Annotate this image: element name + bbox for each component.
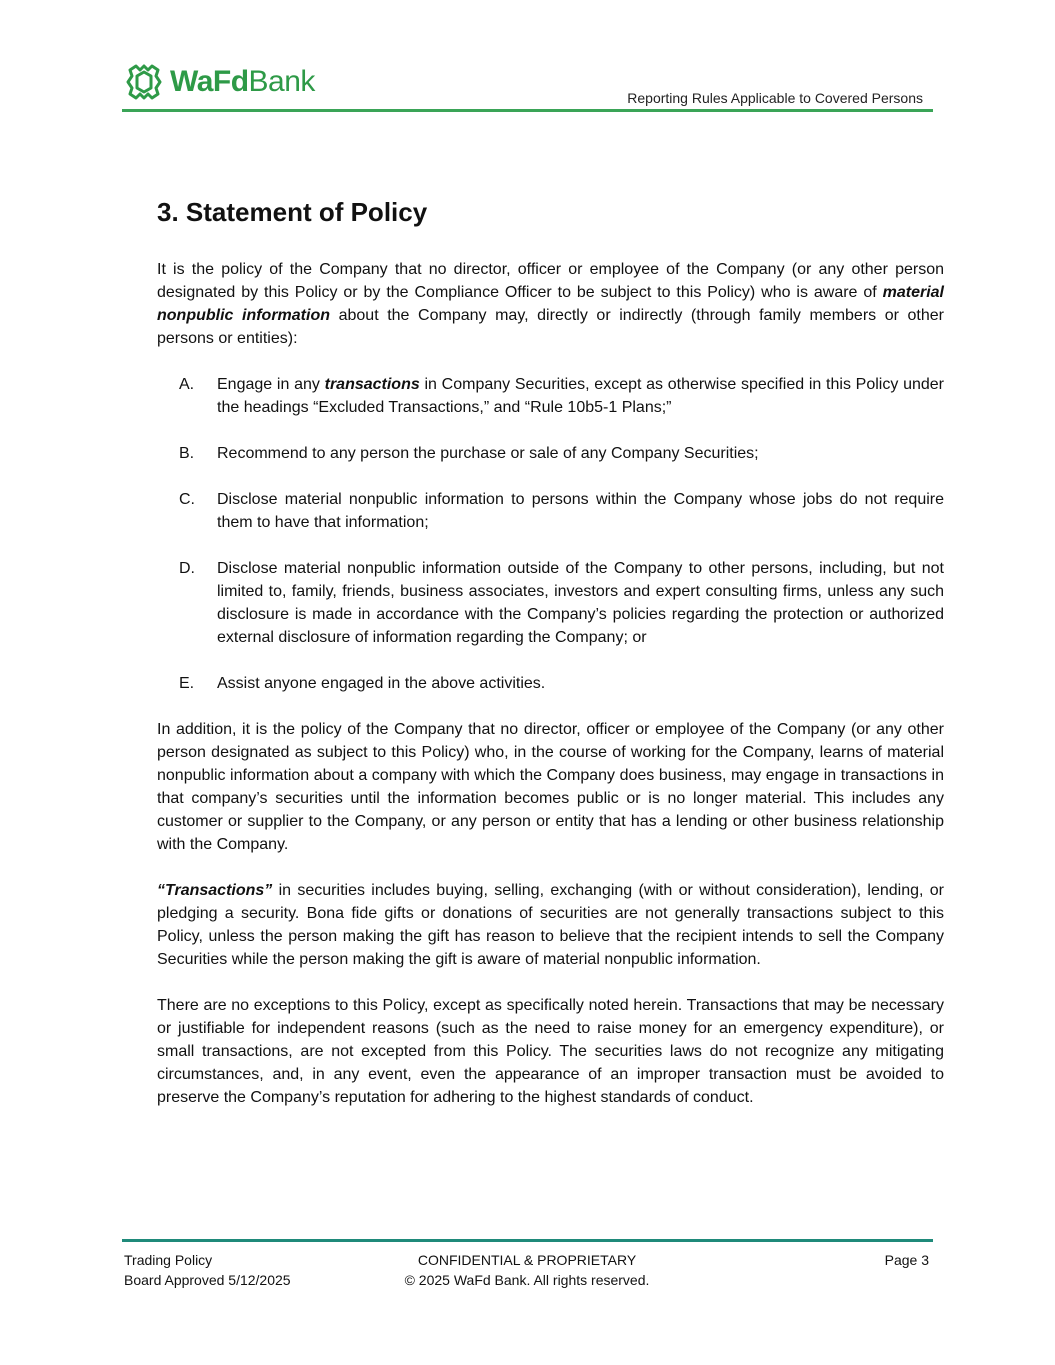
list-item xyxy=(157,442,944,465)
list-item-text xyxy=(217,373,944,419)
list-marker: E. xyxy=(179,675,195,692)
list-item-text-pre: Engage in any xyxy=(217,376,325,393)
page-number: Page 3 xyxy=(884,1252,929,1268)
wafd-emblem-icon xyxy=(122,60,166,104)
list-marker: B. xyxy=(179,445,195,462)
list-item xyxy=(157,557,944,649)
transactions-term: “Transactions” xyxy=(157,882,273,899)
footer-doc-name: Trading Policy xyxy=(124,1252,213,1268)
header-subtitle: Reporting Rules Applicable to Covered Persons xyxy=(627,90,923,106)
transactions-definition-text: in securities includes buying, selling, exchanging (with or without consideration), lending, or pledging a security. Bona fide gifts or donations of securities are not generally transactions subject to this Policy, unless the person making the gift has reason to believe that the recipient intends to sell the Company Securities while the person making the gift is aware of material nonpublic information. xyxy=(157,882,944,968)
list-item-emphasis: transactions xyxy=(324,376,420,393)
prohibition-list xyxy=(157,373,944,695)
list-item-text: Assist anyone engaged in the above activities. xyxy=(217,675,546,692)
intro-text-2: about the Company may, directly or indirectly (through family members or other persons or entities): xyxy=(157,307,945,347)
page-header xyxy=(122,58,933,114)
exceptions-paragraph: There are no exceptions to this Policy, except as specifically noted herein. Transactions that may be necessary or justifiable for independent reasons (such as the need to raise money for an emergency expenditure), or small transactions, are not excepted from this Policy. The securities laws do not recognize any mitigating circumstances, and, in any event, even the appearance of an improper transaction must be avoided to preserve the Company’s reputation for adhering to the highest standards of conduct. xyxy=(157,997,944,1106)
logo-wordmark-light: Bank xyxy=(248,65,315,98)
page-footer xyxy=(122,1239,933,1290)
intro-emphasis: material nonpublic information xyxy=(157,284,944,324)
list-item-text: Disclose material nonpublic information outside of the Company to other persons, including, but not limited to, family, friends, business associates, investors and expert consulting firms, unless any such disclosure is made in accordance with the Company’s policies regarding the protection or authorized external disclosure of information regarding the Company; or xyxy=(217,560,944,646)
footer-copyright: © 2025 WaFd Bank. All rights reserved. xyxy=(404,1272,650,1288)
list-item-text: Recommend to any person the purchase or sale of any Company Securities; xyxy=(217,445,759,462)
footer-approval-date: Board Approved 5/12/2025 xyxy=(124,1272,291,1288)
list-marker: C. xyxy=(179,491,195,508)
header-divider xyxy=(122,109,933,112)
list-marker: A. xyxy=(179,376,195,393)
intro-text-1: It is the policy of the Company that no director, officer or employee of the Company (or any other person designated by this Policy or by the Compliance Officer to be subject to this Policy) who is aware of xyxy=(157,261,944,301)
transactions-definition-paragraph xyxy=(157,879,944,971)
list-item xyxy=(157,672,944,695)
wafd-bank-logo xyxy=(122,58,315,106)
intro-paragraph xyxy=(157,258,944,350)
footer-center xyxy=(392,1250,662,1290)
list-item-text-post: in Company Securities, except as otherwise specified in this Policy under the headings “Excluded Transactions,” and “Rule 10b5-1 Plans;” xyxy=(217,376,945,416)
addition-paragraph: In addition, it is the policy of the Company that no director, officer or employee of the Company (or any other person designated as subject to this Policy) who, in the course of working for the Company, learns of material nonpublic information about a company with which the Company does business, may engage in transactions in that company’s securities until the information becomes public or is no longer material. This includes any customer or supplier to the Company, or any person or entity that has a lending or other business relationship with the Company. xyxy=(157,721,944,853)
list-item-text: Disclose material nonpublic information to persons within the Company whose jobs do not require them to have that information; xyxy=(217,491,944,531)
list-item xyxy=(157,488,944,534)
list-marker: D. xyxy=(179,560,195,577)
list-item xyxy=(157,373,944,419)
document-body xyxy=(157,194,944,1132)
footer-left xyxy=(124,1250,291,1290)
logo-wordmark-bold: WaFd xyxy=(170,65,249,98)
footer-confidential: CONFIDENTIAL & PROPRIETARY xyxy=(417,1252,637,1268)
section-title: 3. Statement of Policy xyxy=(157,197,428,227)
